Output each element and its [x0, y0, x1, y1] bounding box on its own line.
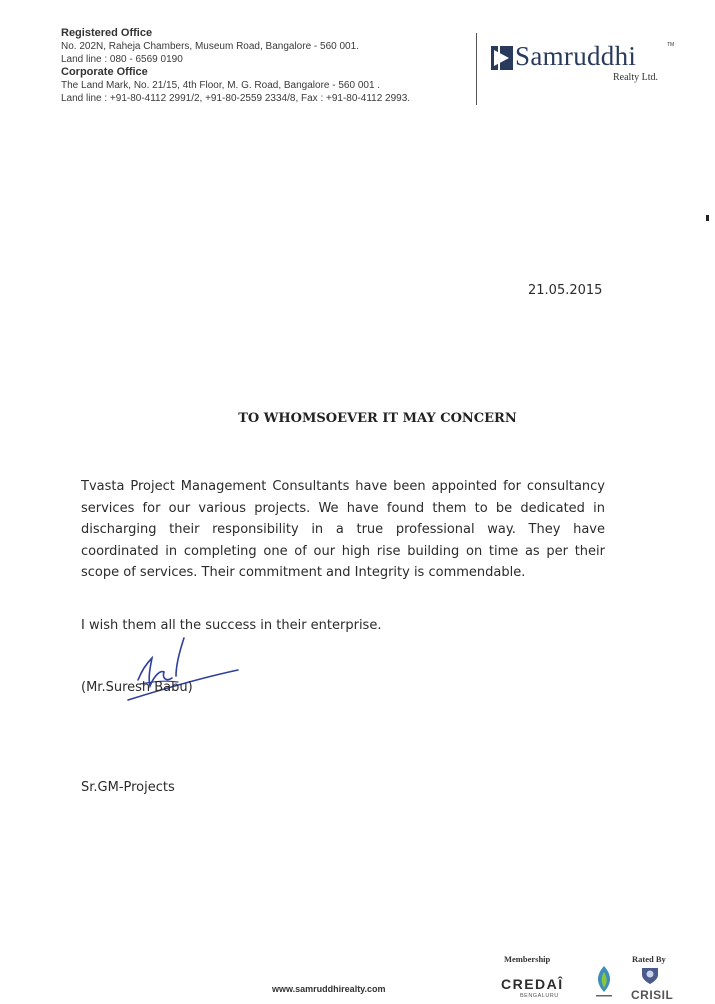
handwritten-signature: [120, 630, 245, 710]
green-building-leaf-icon: [593, 964, 615, 1000]
corporate-office-phone: Land line : +91-80-4112 2991/2, +91-80-2559 2334/8, Fax : +91-80-4112 2993.: [61, 93, 411, 104]
header-divider: [476, 33, 477, 105]
company-website: www.samruddhirealty.com: [272, 984, 386, 994]
corporate-office-title: Corporate Office: [61, 66, 148, 78]
logo-trademark: TM: [667, 42, 675, 48]
letter-subject: TO WHOMSOEVER IT MAY CONCERN: [238, 411, 517, 426]
rated-by-label: Rated By: [632, 954, 666, 964]
margin-mark: [706, 215, 709, 221]
crisil-shield-icon: [640, 965, 660, 985]
letter-closing: I wish them all the success in their enterprise.: [81, 618, 382, 633]
corporate-office-address: The Land Mark, No. 21/15, 4th Floor, M. G. Road, Bangalore - 560 001 .: [61, 80, 381, 91]
letter-date: 21.05.2015: [528, 283, 603, 298]
office-addresses: [61, 27, 410, 105]
letter-body: Tvasta Project Management Consultants have been appointed for consultancy services for our various projects. We have found them to be dedicated in discharging their responsibility in a true professional way. They have coordinated in completing one of our high rise building on time as per their scope of services. Their commitment and Integrity is commendable.: [81, 479, 605, 580]
crisil-logo-text: CRISIL: [631, 988, 674, 1002]
credai-logo-text: CREDAÎ: [501, 976, 564, 992]
logo-name: Samruddhi: [515, 41, 637, 71]
signatory-designation: Sr.GM-Projects: [81, 780, 175, 795]
signatory-name: (Mr.Suresh Babu): [81, 680, 193, 695]
logo-subtitle: Realty Ltd.: [613, 72, 658, 83]
samruddhi-logo-icon: [491, 46, 513, 70]
membership-label: Membership: [504, 954, 551, 964]
credai-city: BENGALURU: [520, 993, 559, 999]
registered-office-title: Registered Office: [61, 27, 153, 39]
registered-office-address: No. 202N, Raheja Chambers, Museum Road, Bangalore - 560 001.: [61, 41, 359, 52]
registered-office-phone: Land line : 080 - 6569 0190: [61, 54, 183, 65]
company-logo: [491, 38, 681, 88]
